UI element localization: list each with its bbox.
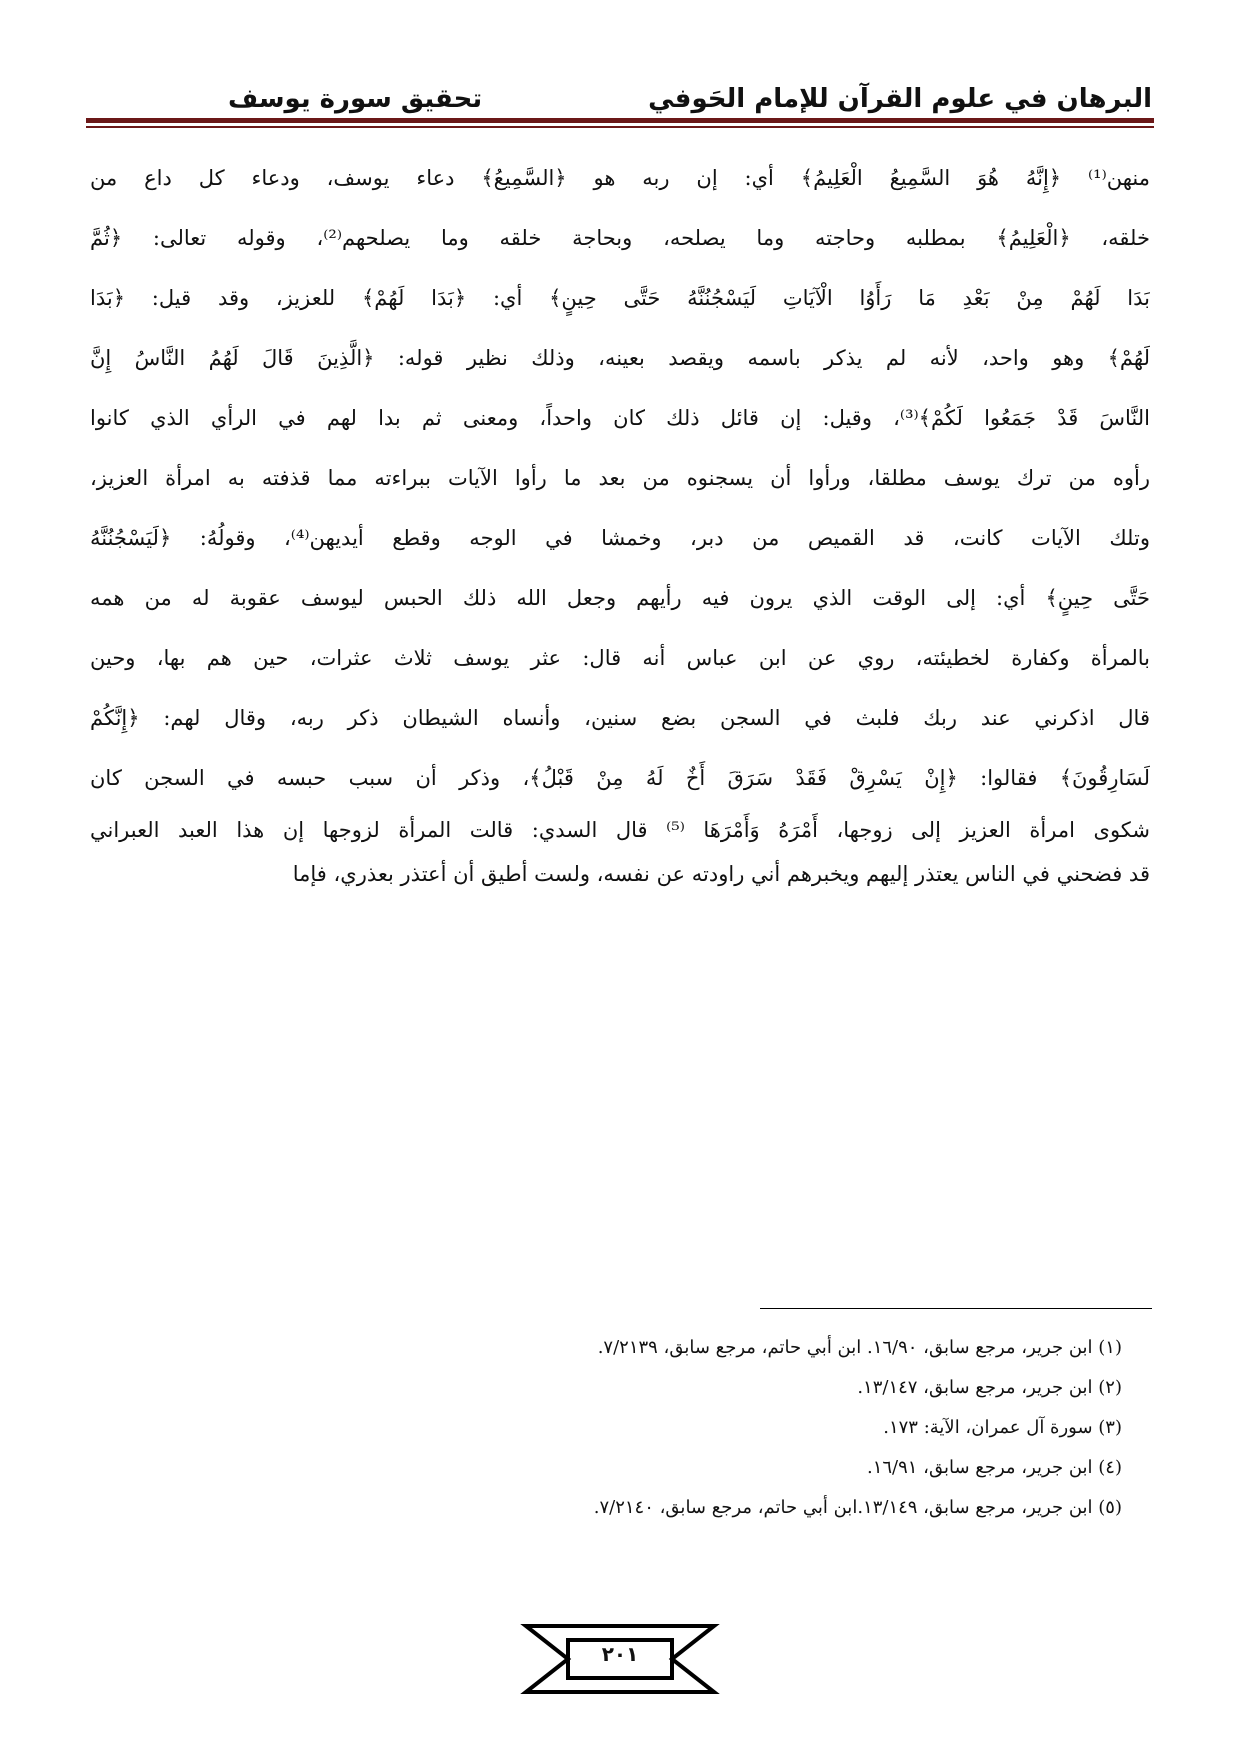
page-number: ٢٠١ bbox=[601, 1642, 639, 1666]
body-line: لَسَارِقُونَ﴾ فقالوا: ﴿إِنْ يَسْرِقْ فَقَدْ سَرَقَ أَخٌ لَهُ مِنْ قَبْلُ﴾، وذكر أن سبب حبسه في السجن كان bbox=[90, 766, 1150, 790]
header-rule-thin bbox=[86, 126, 1154, 128]
footnote-separator bbox=[760, 1308, 1152, 1309]
footnotes bbox=[222, 1328, 1122, 1528]
book-title: البرهان في علوم القرآن للإمام الحَوفي bbox=[648, 84, 1152, 114]
body-line: خلقه، ﴿الْعَلِيمُ﴾ بمطلبه وحاجته وما يصلحه، وبحاجة خلقه وما يصلحهم⁽²⁾، وقوله تعالى: ﴿ثُمَّ bbox=[90, 226, 1150, 250]
body-line: قال اذكرني عند ربك فلبث في السجن بضع سنين، وأنساه الشيطان ذكر ربه، وقال لهم: ﴿إِنَّكُمْ bbox=[90, 706, 1150, 730]
body-line: شكوى امرأة العزيز إلى زوجها، أَمْرَهُ وَأَمْرَهَا ⁽⁵⁾ قال السدي: قالت المرأة لزوجها إن هذا العبد العبراني bbox=[90, 818, 1150, 842]
body-line: لَهُمْ﴾ وهو واحد، لأنه لم يذكر باسمه ويقصد بعينه، وذلك نظير قوله: ﴿الَّذِينَ قَالَ لَهُمُ النَّاسُ إِنَّ bbox=[90, 346, 1150, 370]
header-rule-thick bbox=[86, 118, 1154, 123]
running-header bbox=[88, 72, 1152, 114]
body-line: بَدَا لَهُمْ مِنْ بَعْدِ مَا رَأَوُا الْآيَاتِ لَيَسْجُنُنَّهُ حَتَّى حِينٍ﴾ أي: ﴿بَدَا لَهُمْ﴾ للعزيز، وقد قيل: ﴿بَدَا bbox=[90, 286, 1150, 310]
footnote: (١) ابن جرير، مرجع سابق، ١٦/٩٠. ابن أبي حاتم، مرجع سابق، ٧/٢١٣٩. bbox=[597, 1337, 1122, 1358]
footnote: (٢) ابن جرير، مرجع سابق، ١٣/١٤٧. bbox=[857, 1377, 1122, 1398]
body-line: وتلك الآيات كانت، قد القميص من دبر، وخمشا في الوجه وقطع أيديهن⁽⁴⁾، وقولُهُ: ﴿لَيَسْجُنُنَّهُ bbox=[90, 526, 1150, 550]
section-title: تحقيق سورة يوسف bbox=[228, 84, 483, 114]
body-text bbox=[90, 148, 1150, 896]
footnote: (٥) ابن جرير، مرجع سابق، ١٣/١٤٩.ابن أبي حاتم، مرجع سابق، ٧/٢١٤٠. bbox=[593, 1497, 1122, 1518]
body-line: رأوه من ترك يوسف مطلقا، ورأوا أن يسجنوه من بعد ما رأوا الآيات ببراءته مما قذفته به امرأة العزيز، bbox=[90, 466, 1150, 490]
footnote: (٣) سورة آل عمران، الآية: ١٧٣. bbox=[883, 1417, 1122, 1438]
page-number-ornament bbox=[520, 1620, 720, 1698]
footnote: (٤) ابن جرير، مرجع سابق، ١٦/٩١. bbox=[866, 1457, 1122, 1478]
body-line: حَتَّى حِينٍ﴾ أي: إلى الوقت الذي يرون فيه رأيهم وجعل الله ذلك الحبس ليوسف عقوبة له من همه bbox=[90, 586, 1150, 610]
body-line: منهن⁽¹⁾ ﴿إِنَّهُ هُوَ السَّمِيعُ الْعَلِيمُ﴾ أي: إن ربه هو ﴿السَّمِيعُ﴾ دعاء يوسف، ودعاء كل داع من bbox=[90, 166, 1150, 190]
body-line: بالمرأة وكفارة لخطيئته، روي عن ابن عباس أنه قال: عثر يوسف ثلاث عثرات، حين هم بها، وحين bbox=[90, 646, 1150, 670]
body-line: قد فضحني في الناس يعتذر إليهم ويخبرهم أني راودته عن نفسه، ولست أطيق أن أعتذر بعذري، فإما bbox=[292, 862, 1150, 886]
body-line: النَّاسَ قَدْ جَمَعُوا لَكُمْ﴾⁽³⁾، وقيل: إن قائل ذلك كان واحداً، ومعنى ثم بدا لهم في الرأي الذي كانوا bbox=[90, 406, 1150, 430]
